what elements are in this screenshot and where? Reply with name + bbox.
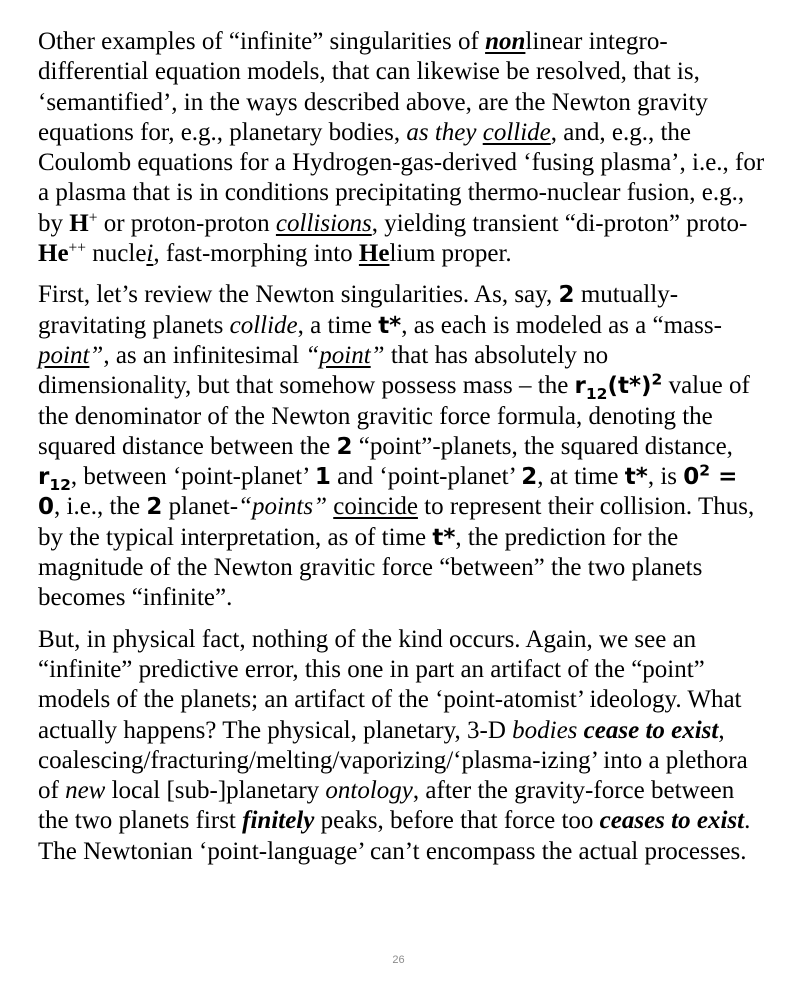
text-run: ” (370, 341, 385, 369)
paragraph-nonlinear-singularities (38, 27, 766, 269)
text-run: linear integro-differential equation models, that can likewise be resolved, that is, ‘semantified’, in the ways described above, are the Newton gravity equations for, e.g., planetary bodies, (38, 28, 708, 146)
text-run: But, in physical fact, nothing of the kind occurs. Again, we see an “infinite” predictive error, this one in part an artifact of the “point” models of the planets; an artifact of the ‘point-atomist’ ideology. What actually happens? The physical, planetary, 3-D (38, 625, 742, 744)
text-run: “points” (238, 493, 327, 521)
text-run: , as each is modeled as a “mass- (401, 311, 722, 339)
text-run: 2 (336, 433, 353, 460)
text-run: t* (432, 524, 456, 551)
text-run: 12 (49, 476, 71, 495)
text-run: = 0 (38, 464, 738, 521)
text-run: r (574, 373, 586, 400)
text-run: or proton-proton (97, 209, 276, 237)
text-run: He (38, 240, 69, 268)
text-run: , and, e.g., the Coulomb equations for a Hydrogen-gas-derived ‘fusing plasma’, i.e., for a plasma that is in conditions precipitating thermo-nuclear fusion, e.g., by (38, 118, 765, 237)
text-run: local [sub-]planetary (105, 777, 326, 805)
text-run: , i.e., the (54, 493, 147, 521)
text-run: 0 (683, 464, 700, 491)
text-run: and ‘point-planet’ (330, 463, 522, 491)
text-run: 2 (699, 461, 711, 480)
text-run: , the prediction for the magnitude of the Newton gravitic force “between” the two planets becomes “infinite”. (38, 523, 703, 612)
text-run: non (485, 28, 526, 55)
text-run: “point”-planets, the squared distance, (352, 432, 733, 460)
text-run: finitely (242, 807, 315, 835)
text-run: 1 (314, 464, 331, 491)
text-run: ” (89, 341, 104, 369)
text-run: new (65, 777, 106, 805)
text-run: cease to exist (583, 716, 719, 744)
text-run: ++ (68, 239, 87, 257)
text-run: 2 (146, 494, 163, 521)
text-run: , at time (537, 463, 625, 491)
text-run: collisions (275, 209, 372, 237)
text-run: 12 (585, 385, 608, 404)
text-run: “ (305, 341, 320, 369)
text-run: First, let’s review the Newton singularities. As, say, (38, 281, 559, 309)
text-run: mutually-gravitating planets (38, 281, 679, 339)
paragraph-newton-singularities (38, 280, 766, 613)
text-run: coincide (333, 493, 418, 521)
text-run: , coalescing/fracturing/melting/vaporizing/‘plasma-izing’ into a plethora of (38, 716, 748, 805)
text-run: point (319, 341, 371, 369)
text-run: He (358, 240, 390, 268)
text-run: lium proper. (389, 240, 512, 268)
text-run: H (69, 209, 89, 237)
document-body (38, 27, 766, 867)
text-run: peaks, before that force too (314, 807, 600, 835)
text-run: ceases to exist (599, 807, 745, 835)
text-run: 2 (651, 370, 663, 389)
paragraph-physical-fact (38, 625, 766, 867)
text-run: Other examples of “infinite” singularities of (38, 28, 486, 55)
text-run: (t*) (607, 373, 652, 400)
text-run: , between ‘point-planet’ (70, 463, 315, 491)
text-run: nucle (86, 240, 147, 268)
text-run: , after the gravity-force between the two planets first (38, 777, 735, 835)
text-run: collide (229, 311, 298, 339)
text-run: planet- (162, 493, 239, 521)
text-run: i (146, 240, 154, 268)
text-run: , fast-morphing into (153, 240, 359, 268)
text-run: that has absolutely no dimensionality, but that somehow possess mass – the (38, 341, 609, 400)
page-number: 26 (392, 954, 405, 966)
text-run: ontology (325, 777, 413, 805)
text-run: t* (624, 464, 648, 491)
text-run: value of the denominator of the Newton gravitic force formula, denoting the squared distance between the (38, 372, 750, 460)
text-run: r (38, 464, 50, 491)
text-run: , a time (297, 311, 379, 339)
text-run: , as an infinitesimal (103, 341, 306, 369)
text-run: collide (482, 118, 551, 146)
text-run: 2 (521, 464, 538, 491)
text-run: , is (647, 463, 684, 491)
text-run: to represent their collision. Thus, by the typical interpretation, as of time (38, 493, 755, 551)
text-run: . The Newtonian ‘point-language’ can’t encompass the actual processes. (38, 807, 751, 865)
text-run: as they (406, 118, 483, 146)
text-run: , yielding transient “di-proton” proto- (371, 209, 748, 237)
text-run: + (88, 209, 98, 227)
text-run: t* (378, 312, 402, 339)
text-run: point (38, 341, 90, 369)
text-run: bodies (512, 716, 578, 744)
text-run: 2 (558, 282, 575, 309)
